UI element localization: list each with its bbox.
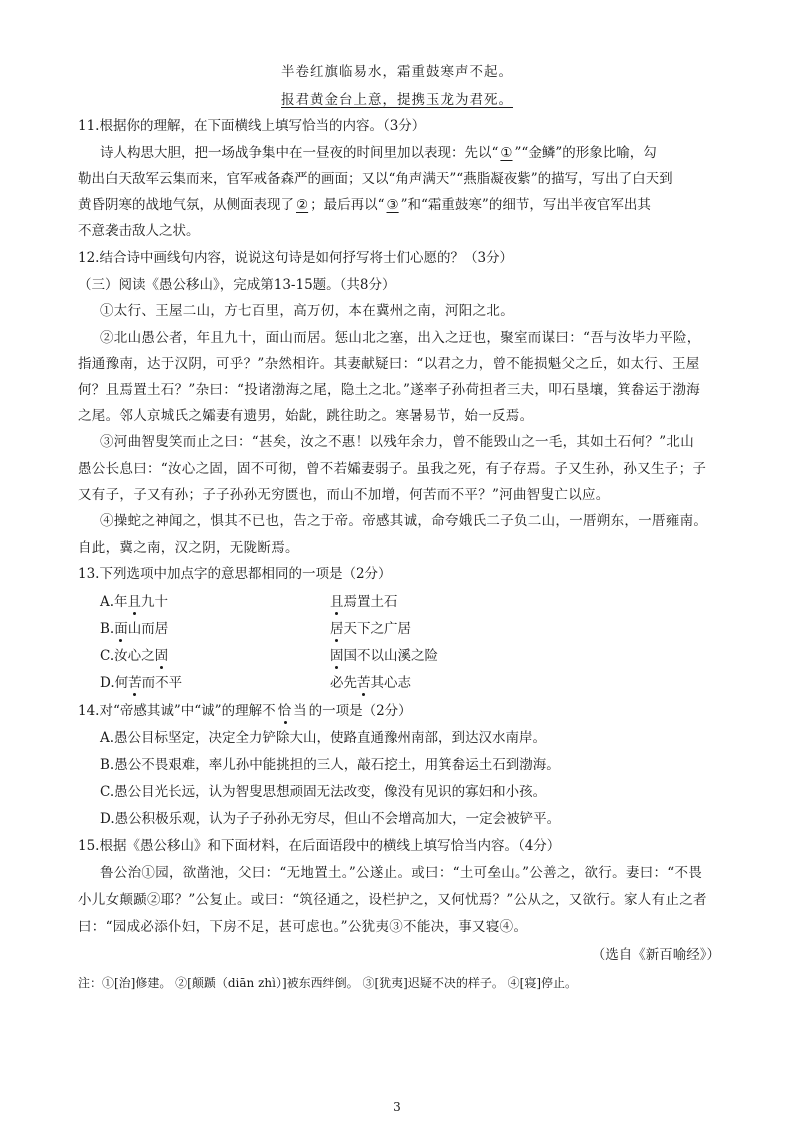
option-label: C. bbox=[100, 648, 115, 664]
dotted-char: 居 bbox=[330, 621, 344, 637]
underlined-poem-line: 报君黄金台上意，提携玉龙为君死。 bbox=[281, 92, 513, 108]
option-text: 年 bbox=[114, 594, 128, 610]
blank-2: ② bbox=[296, 197, 309, 213]
q14-option-a: A.愚公目标坚定，决定全力铲除大山，使路直通豫州南部，到达汉水南岸。 bbox=[100, 730, 547, 746]
option-text: 必先 bbox=[330, 675, 357, 691]
passage-para-4-line-1: ④操蛇之神闻之，惧其不已也，告之于帝。帝感其诚，命夸娥氏二子负二山，一厝朔东，一厝雍南。 bbox=[100, 513, 708, 529]
q11-line-3 bbox=[78, 195, 794, 215]
q14-stem bbox=[78, 701, 794, 721]
option-pair bbox=[330, 646, 438, 666]
q13-option-a bbox=[100, 592, 794, 612]
q13-option-c bbox=[100, 646, 794, 666]
q15-stem: 15.根据《愚公移山》和下面材料，在后面语段中的横线上填写恰当内容。（4分） bbox=[78, 838, 561, 854]
q14-option-c: C.愚公目光长远，认为智叟思想顽固无法改变，像没有见识的寡妇和小孩。 bbox=[100, 784, 547, 800]
blank-3: ③ bbox=[386, 197, 399, 213]
dotted-char: 苦 bbox=[128, 675, 142, 691]
option-text: 何 bbox=[114, 675, 129, 691]
dotted-char: 固 bbox=[154, 648, 169, 664]
q15-material-line-3: 曰：“园成必添仆妇，下房不足，甚可虑也。”公犹夷③不能决，事又寝④。 bbox=[78, 919, 528, 935]
q11-text: 黄昏阴寒的战地气氛，从侧面表现了 bbox=[78, 197, 294, 213]
section-3-heading: （三）阅读《愚公移山》，完成第13-15题。（共8分） bbox=[78, 277, 396, 293]
dotted-char: 固 bbox=[330, 648, 344, 664]
q15-material-line-1: 鲁公治①园，欲凿池，父曰：“无地置土。”公遂止。或曰：“土可垒山。”公善之，欲行。妻曰：“不畏 bbox=[100, 865, 703, 881]
option-text: 天下之广居 bbox=[343, 621, 411, 637]
q14-option-b: B.愚公不畏艰难，率儿孙中能挑担的三人，敲石挖土，用箕畚运土石到渤海。 bbox=[100, 757, 560, 773]
q11-line-4: 不意袭击敌人之状。 bbox=[78, 223, 200, 239]
dotted-char: 面 bbox=[114, 621, 128, 637]
q11-text: ”和“霜重鼓寒”的细节，写出半夜官军出其 bbox=[400, 197, 651, 213]
option-text: 其心志 bbox=[370, 675, 411, 691]
q15-material-line-2: 小儿女颠踬②耶？”公复止。或曰：“筑径通之，设栏护之，又何忧焉？”公从之，又欲行。家人有止之者 bbox=[78, 892, 707, 908]
q11-line-2: 勒出白天敌军云集而来，官军戒备森严的画面；又以“角声满天”“燕脂凝夜紫”的描写，写出了白天到 bbox=[78, 171, 673, 187]
q14-option-d: D.愚公积极乐观，认为子子孙孙无穷尽，但山不会增高加大，一定会被铲平。 bbox=[100, 811, 561, 827]
passage-para-3-line-1: ③河曲智叟笑而止之曰：“甚矣，汝之不惠！以残年余力，曾不能毁山之一毛，其如土石何？”北山 bbox=[100, 434, 695, 450]
dotted-char: 且 bbox=[127, 594, 142, 610]
dotted-char: 苦 bbox=[357, 675, 371, 691]
emphasis-not-appropriate: 不恰当 bbox=[262, 703, 309, 719]
q11-stem: 11.根据你的理解，在下面横线上填写恰当的内容。（3分） bbox=[78, 118, 426, 134]
passage-para-2-line-2: 指通豫南，达于汉阴，可乎？”杂然相许。其妻献疑曰：“以君之力，曾不能损魁父之丘，如太行、王屋 bbox=[78, 356, 700, 372]
blank-1: ① bbox=[500, 145, 513, 161]
passage-para-2-line-3: 何？且焉置土石？”杂曰：“投诸渤海之尾，隐土之北。”遂率子孙荷担者三夫，叩石垦壤，箕畚运于渤海 bbox=[78, 382, 701, 398]
q11-line-1 bbox=[100, 143, 794, 163]
dotted-char: 且 bbox=[330, 594, 344, 610]
option-text: 焉置土石 bbox=[343, 594, 398, 610]
passage-para-3-line-3: 又有子，子又有孙；子子孙孙无穷匮也，而山不加增，何苦而不平？”河曲智叟亡以应。 bbox=[78, 487, 610, 503]
option-label: A. bbox=[100, 594, 115, 610]
poem-line-2 bbox=[0, 90, 794, 110]
q15-notes: 注：①[治]修建。 ②[颠踬（diān zhì）]被东西绊倒。 ③[犹夷]迟疑不决的样子。 ④[寝]停止。 bbox=[78, 976, 578, 990]
option-text: 九十 bbox=[141, 594, 169, 610]
passage-para-4-line-2: 自此，冀之南，汉之阴，无陇断焉。 bbox=[78, 540, 299, 556]
passage-para-3-line-2: 愚公长息曰：“汝心之固，固不可彻，曾不若孀妻弱子。虽我之死，有子存焉。子又生孙，孙又生子；子 bbox=[78, 461, 707, 477]
q13-stem: 13.下列选项中加点字的意思都相同的一项是（2分） bbox=[78, 566, 392, 582]
q12-stem: 12.结合诗中画线句内容，说说这句诗是如何抒写将士们心愿的？（3分） bbox=[78, 250, 514, 266]
q14-text: 的一项是（2分） bbox=[308, 703, 412, 719]
q11-text: ”“金鳞”的形象比喻，勾 bbox=[514, 145, 657, 161]
q11-text: ；最后再以“ bbox=[310, 197, 385, 213]
option-text: 山而居 bbox=[127, 621, 169, 637]
option-pair bbox=[330, 673, 411, 693]
option-text: 汝心之 bbox=[114, 648, 155, 664]
option-pair bbox=[330, 592, 398, 612]
page-number: 3 bbox=[393, 1100, 401, 1114]
option-label: D. bbox=[100, 675, 115, 691]
q14-text: 14.对“帝感其诚”中“诚”的理解 bbox=[78, 703, 263, 719]
q13-option-b bbox=[100, 619, 794, 639]
poem-line-1: 半卷红旗临易水，霜重鼓寒声不起。 bbox=[281, 64, 513, 80]
option-pair bbox=[330, 619, 411, 639]
q13-option-d bbox=[100, 673, 794, 693]
q15-source: （选自《新百喻经》） bbox=[591, 947, 720, 963]
passage-para-2-line-1: ②北山愚公者，年且九十，面山而居。惩山北之塞，出入之迂也，聚室而谋曰：“吾与汝毕力平险， bbox=[100, 330, 701, 346]
q11-text: 诗人构思大胆，把一场战争集中在一昼夜的时间里加以表现：先以“ bbox=[100, 145, 499, 161]
passage-para-1: ①太行、王屋二山，方七百里，高万仞，本在冀州之南，河阳之北。 bbox=[100, 303, 514, 319]
option-text: 而不平 bbox=[141, 675, 183, 691]
option-label: B. bbox=[100, 621, 115, 637]
passage-para-2-line-4: 之尾。邻人京城氏之孀妻有遗男，始龀，跳往助之。寒暑易节，始一反焉。 bbox=[78, 408, 534, 424]
option-text: 国不以山溪之险 bbox=[343, 648, 438, 664]
